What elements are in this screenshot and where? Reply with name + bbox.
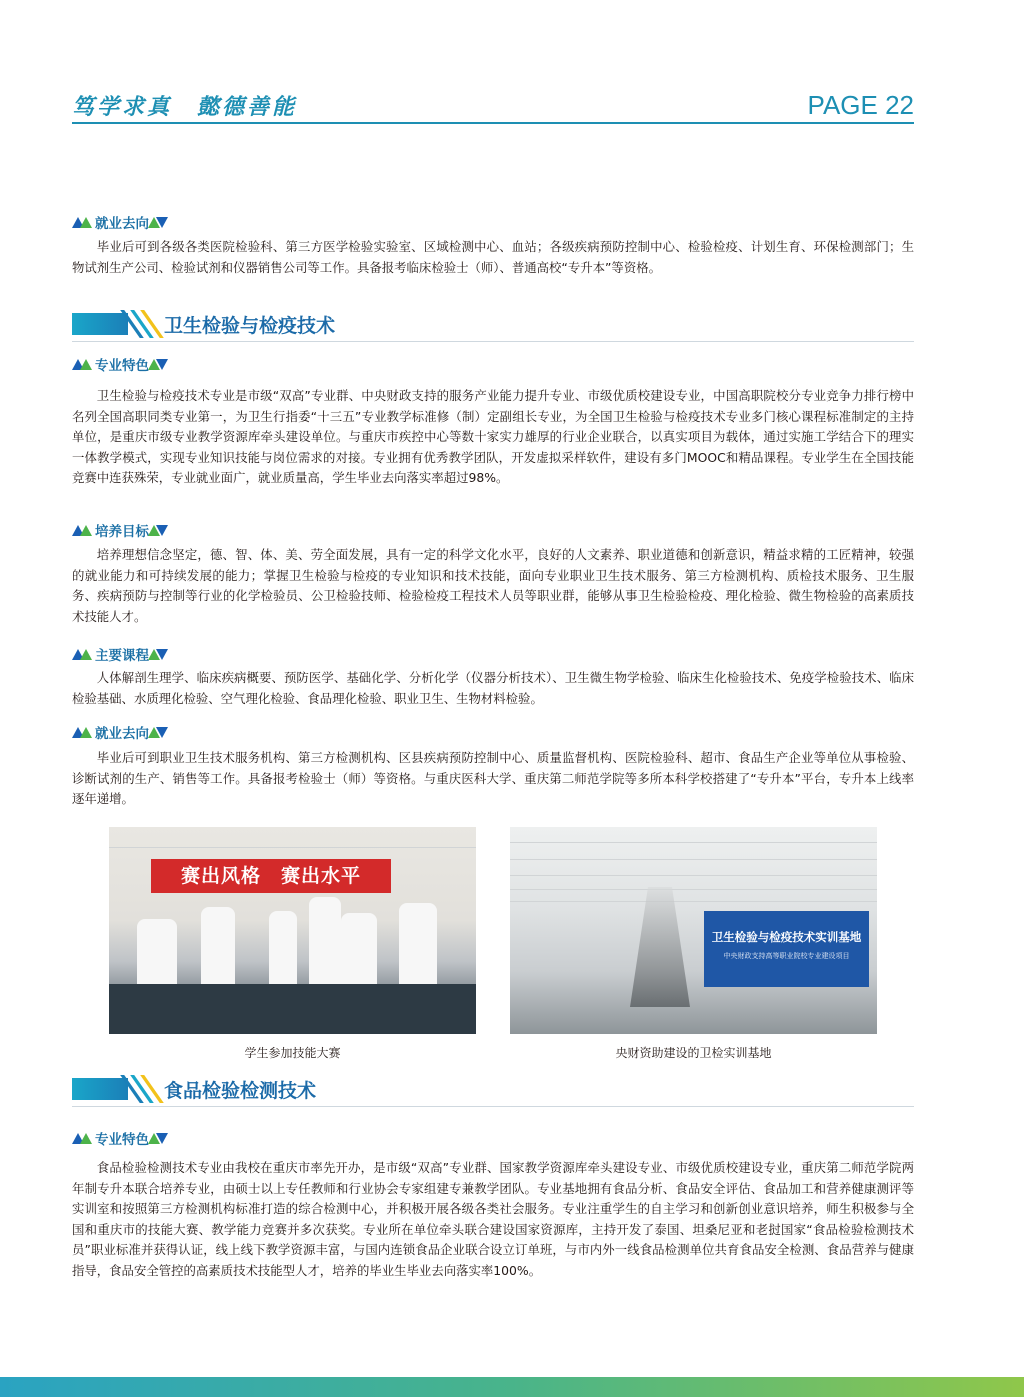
triangle-marker-icon [152,217,168,228]
section-bar-decoration [72,1078,128,1100]
section-title: 卫生检验与检疫技术 [164,315,336,337]
feature-paragraph-3: 食品检验检测技术专业由我校在重庆市率先开办，是市级“双高”专业群、国家教学资源库牵头建设专业、市级优质校建设专业，重庆第二师范学院两年制专升本联合培养专业，由硕士以上专任教师和行业协会专家组建专兼教学团队。专业基地拥有食品分析、食品安全评估、食品加工和营养健康测评等实训室和按照第三方检测机构标准打造的综合检测中心，并积极开展各级各类社会服务。专业注重学生的自主学习和创新创业意识培养，师生积极参与全国和重庆市的技能大赛、教学能力竞赛并多次获奖。专业所在单位牵头联合建设国家资源库，主持开发了泰国、坦桑尼亚和老挝国家“食品检验检测技术员”职业标准并获得认证，线上线下教学资源丰富，与国内连锁食品企业联合设立订单班，与市内外一线食品检测单位共育食品安全检测、食品营养与健康指导，食品安全管控的高素质技术技能型人才，培养的毕业生毕业去向落实率100%。 [72,1160,914,1278]
school-motto: 笃学求真 懿德善能 [72,94,298,120]
lab-bench [109,984,476,1034]
triangle-marker-icon [72,1133,92,1144]
section-rule [72,341,914,342]
header-divider [72,122,914,124]
triangle-marker-icon [72,217,92,228]
subheading-label: 专业特色 [95,1132,149,1148]
section-bar-decoration [72,313,128,335]
section-title-food-inspection [72,1075,914,1109]
training-base-sign-title: 卫生检验与检疫技术实训基地 [711,930,862,944]
feature-paragraph-2: 卫生检验与检疫技术专业是市级“双高”专业群、中央财政支持的服务产业能力提升专业、市级优质校建设专业，中国高职院校分专业竞争力排行榜中名列全国高职同类专业第一，为卫生行指委“十三五”专业教学标准修（制）定副组长专业，为全国卫生检验与检疫技术专业多门核心课程标准制定的主持单位，是重庆市级专业教学资源库牵头建设单位。与重庆市疾控中心等数十家实力雄厚的行业企业联合，以真实项目为载体，通过实施工学结合下的理实一体教学模式，实现专业知识技能与岗位需求的对接。专业拥有优秀教学团队，开发虚拟采样软件，建设有多门MOOC和精品课程。专业学生在全国技能竞赛中连获殊荣，专业就业面广，就业质量高，学生毕业去向落实率超过98%。 [72,388,914,485]
subheading-feature-3 [72,1128,168,1148]
course-paragraph-2: 人体解剖生理学、临床疾病概要、预防医学、基础化学、分析化学（仪器分析技术）、卫生微生物学检验、临床生化检验技术、免疫学检验技术、临床检验基础、水质理化检验、空气理化检验、食品理化检验、职业卫生、生物材料检验。 [72,670,914,706]
triangle-marker-icon [152,359,168,370]
subheading-label: 主要课程 [95,648,149,664]
subheading-label: 专业特色 [95,358,149,374]
subheading-label: 就业去向 [95,726,149,742]
employment-paragraph-2: 毕业后可到职业卫生技术服务机构、第三方检测机构、区县疾病预防控制中心、质量监督机构、医院检验科、超市、食品生产企业等单位从事检验、诊断试剂的生产、销售等工作。具备报考检验士（师）等资格。与重庆医科大学、重庆第二师范学院等多所本科学校搭建了“专升本”平台，专升本上线率逐年递增。 [72,750,914,806]
photo-caption-1: 学生参加技能大赛 [244,1046,341,1060]
triangle-marker-icon [72,525,92,536]
triangle-marker-icon [152,727,168,738]
photo-caption-2: 央财资助建设的卫检实训基地 [615,1046,772,1060]
triangle-marker-icon [152,525,168,536]
section-title: 食品检验检测技术 [164,1080,317,1102]
subheading-employment-1 [72,212,168,232]
triangle-marker-icon [72,359,92,370]
page-number: PAGE 22 [807,90,914,120]
goal-paragraph-2: 培养理想信念坚定，德、智、体、美、劳全面发展，具有一定的科学文化水平，良好的人文素养、职业道德和创新意识，精益求精的工匠精神，较强的就业能力和可持续发展的能力；掌握卫生检验与检疫的专业知识和技术技能，面向专业职业卫生技术服务、第三方检测机构、质检技术服务、卫生服务、疾病预防与控制等行业的化学检验员、公卫检验技师、检验检疫工程技术人员等职业群，能够从事卫生检验检疫、理化检验、微生物检验的高素质技术技能人才。 [72,547,914,624]
triangle-marker-icon [72,727,92,738]
photo-training-base [510,827,877,1034]
corridor [630,887,690,1007]
subheading-label: 培养目标 [95,524,149,540]
subheading-employment-2 [72,722,168,742]
training-base-sign-subtitle: 中央财政支持高等职业院校专业建设项目 [723,952,850,960]
section-rule [72,1106,914,1107]
triangle-marker-icon [152,649,168,660]
subheading-label: 就业去向 [95,216,149,232]
triangle-marker-icon [152,1133,168,1144]
competition-banner: 赛出风格 赛出水平 [151,859,391,893]
subheading-goal-2 [72,520,168,540]
subheading-feature-2 [72,354,168,374]
subheading-course-2 [72,644,168,664]
section-title-health-inspection [72,310,914,344]
triangle-marker-icon [72,649,92,660]
page-header [72,88,914,124]
employment-paragraph-1: 毕业后可到各级各类医院检验科、第三方医学检验实验室、区域检测中心、血站；各级疾病预防控制中心、检验检疫、计划生育、环保检测部门；生物试剂生产公司、检验试剂和仪器销售公司等工作。具备报考临床检验士（师）、普通高校“专升本”等资格。 [72,239,914,275]
training-base-sign [704,911,869,987]
photo-skills-competition [109,827,476,1034]
footer-gradient-band [0,1377,1024,1397]
